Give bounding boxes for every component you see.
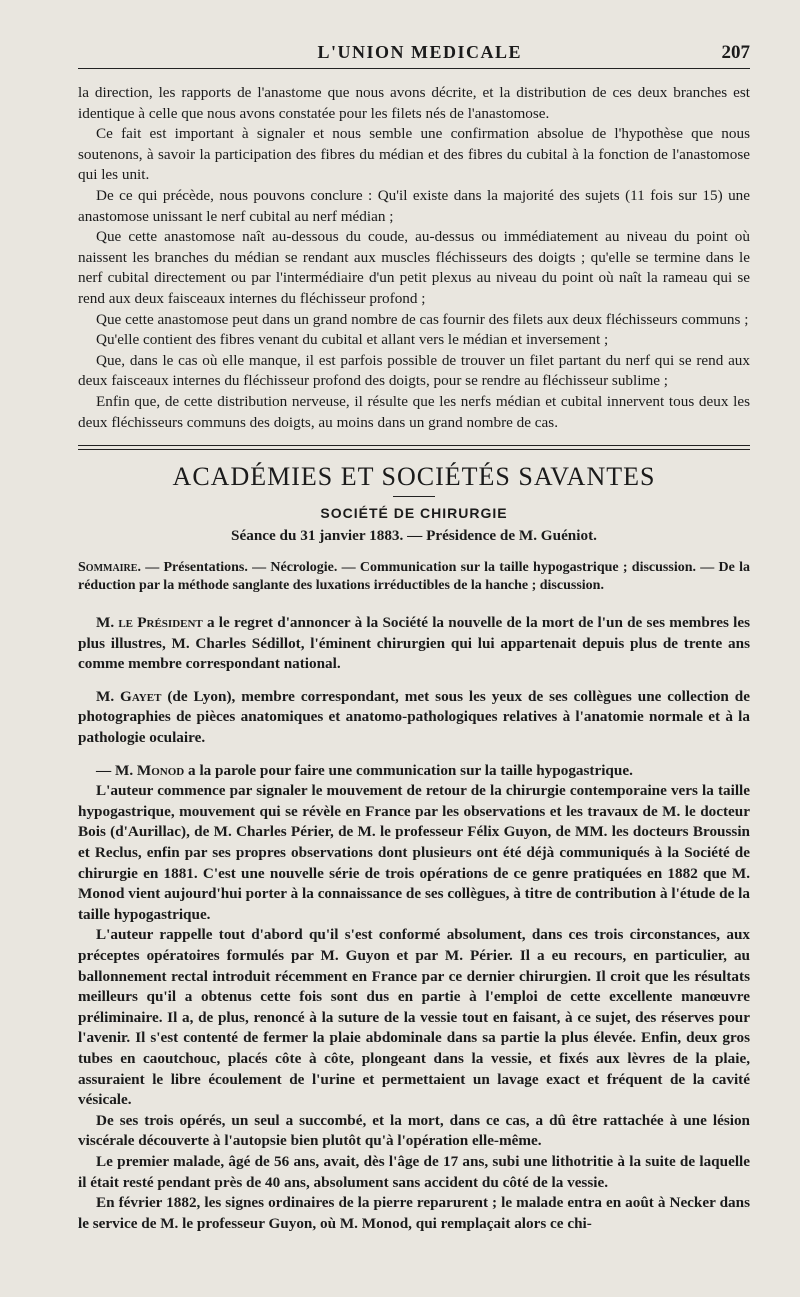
- running-header: [78, 42, 750, 69]
- session-body: [78, 613, 750, 1234]
- section-divider: [78, 445, 750, 450]
- paragraph: Ce fait est important à signaler et nous semble une confirmation absolue de l'hypothèse que nous soutenons, à savoir la participation des fibres du médian et des fibres du cubital à la fonction de l'anastomose qui les unit.: [78, 125, 750, 184]
- speaker: — M. Monod: [96, 761, 185, 779]
- paragraph: M. le Président a le regret d'annoncer à la Société la nouvelle de la mort de l'un de ses membres les plus illustres, M. Charles Sédillot, l'éminent chirurgien qui lui appartenait depuis plus de trente ans comme membre correspondant national.: [78, 614, 750, 673]
- paragraph: M. Gayet (de Lyon), membre correspondant, met sous les yeux de ses collègues une collection de photographies de pièces anatomiques et anatomo-pathologiques relatives à l'anatomie normale et à la pathologie oculaire.: [78, 687, 750, 747]
- paragraph: L'auteur rappelle tout d'abord qu'il s'est conformé absolument, dans ces trois circonstances, aux préceptes opératoires formulés par M. Guyon et par M. Périer. Il a eu recours, en particulier, au ballonnement rectal introduit récemment en France par ce dernier chirurgien. Il croit que les résultats meilleurs qu'il a obtenus cette fois sont dus en partie à l'emploi de cette excellente manœuvre préliminaire. Il a, de plus, renoncé à la suture de la vessie tout en faisant, à ce sujet, des réserves pour l'avenir. Il s'est contenté de fermer la plaie abdominale dans sa partie la plus élevée. Enfin, deux gros tubes en caoutchouc, placés côte à côte, plongeant dans la vessie, et fixés aux lèvres de la plaie, assuraient le libre écoulement de l'urine et permettaient un lavage exact et fréquent de la cavité vésicale.: [78, 926, 750, 1109]
- paragraph: L'auteur commence par signaler le mouvement de retour de la chirurgie contemporaine vers la taille hypogastrique, mouvement qui se révèle en France par les observations et les travaux de M. le docteur Bois (d'Aurillac), de M. Charles Périer, de M. le professeur Félix Guyon, de MM. les docteurs Broussin et Reclus, enfin par ses propres observations dont plusieurs ont été déjà communiqués à la Société de chirurgie en 1881. C'est une nouvelle série de trois opérations de ce genre pratiquées en 1882 que M. Monod vient aujourd'hui porter à la connaissance de ses collègues, à titre de contribution à l'étude de la taille hypogastrique.: [78, 782, 750, 923]
- paragraph: De ce qui précède, nous pouvons conclure : Qu'il existe dans la majorité des sujets (11 fois sur 15) une anastomose unissant le nerf cubital au nerf médian ;: [78, 186, 750, 225]
- section-title: ACADÉMIES ET SOCIÉTÉS SAVANTES: [172, 462, 656, 492]
- paragraph: Que cette anastomose naît au-dessous du coude, au-dessus ou immédiatement au niveau du point où naissent les branches du médian se rendant aux muscles fléchisseurs des doigts ; qu'elle se termine dans le nerf cubital directement ou par l'intermédiaire d'un petit plexus au niveau du point où naît la rameau qui se rend aux deux faisceaux internes du fléchisseur profond ;: [78, 228, 750, 307]
- anatomy-conclusion: [78, 83, 750, 433]
- summary-label: Sommaire.: [78, 560, 141, 576]
- page-number: 207: [721, 42, 750, 63]
- session-line: Séance du 31 janvier 1883. — Présidence de M. Guéniot.: [231, 527, 597, 545]
- summary-text: — Présentations. — Nécrologie. — Communication sur la taille hypogastrique ; discussion. — De la réduction par la méthode sanglante des luxations irréductibles de la hanche ; discussion.: [78, 560, 750, 594]
- paragraph: En février 1882, les signes ordinaires de la pierre reparurent ; le malade entra en août à Necker dans le service de M. le professeur Guyon, où M. Monod, qui remplaçait alors ce chi-: [78, 1194, 750, 1232]
- journal-title: L'UNION MEDICALE: [317, 42, 523, 62]
- paragraph: Que cette anastomose peut dans un grand nombre de cas fournir des filets aux deux fléchisseurs communs ;: [96, 310, 749, 328]
- summary: [78, 559, 750, 595]
- paragraph: Que, dans le cas où elle manque, il est parfois possible de trouver un filet partant du nerf qui se rend aux deux faisceaux internes du fléchisseur profond des doigts, pour se rendre au fléchisseur sublime ;: [78, 351, 750, 390]
- paragraph: De ses trois opérés, un seul a succombé, et la mort, dans ce cas, a dû être rattachée à une lésion viscérale découverte à l'autopsie bien plutôt qu'à l'opération elle-même.: [78, 1111, 750, 1150]
- paragraph: la direction, les rapports de l'anastome que nous avons décrite, et la distribution de ces deux branches est identique à celle que nous avons constatée pour les filets nés de l'anastomose.: [78, 84, 750, 122]
- paragraph: Le premier malade, âgé de 56 ans, avait, dès l'âge de 17 ans, subi une lithotritie à la suite de laquelle il était resté pendant près de 40 ans, absolument sans accident du côté de la vessie.: [78, 1152, 750, 1191]
- paragraph: Qu'elle contient des fibres venant du cubital et allant vers le médian et inversement ;: [96, 331, 609, 349]
- speaker: M. le Président: [96, 614, 203, 632]
- speaker: M. Gayet: [96, 687, 162, 705]
- title-rule: [393, 496, 435, 497]
- paragraph: Enfin que, de cette distribution nerveuse, il résulte que les nerfs médian et cubital innervent tous deux les deux fléchisseurs communs des doigts, au moins dans un grand nombre de cas.: [78, 392, 750, 431]
- paragraph: — M. Monod a la parole pour faire une communication sur la taille hypogastrique.: [96, 761, 633, 779]
- society-name: SOCIÉTÉ DE CHIRURGIE: [320, 505, 508, 522]
